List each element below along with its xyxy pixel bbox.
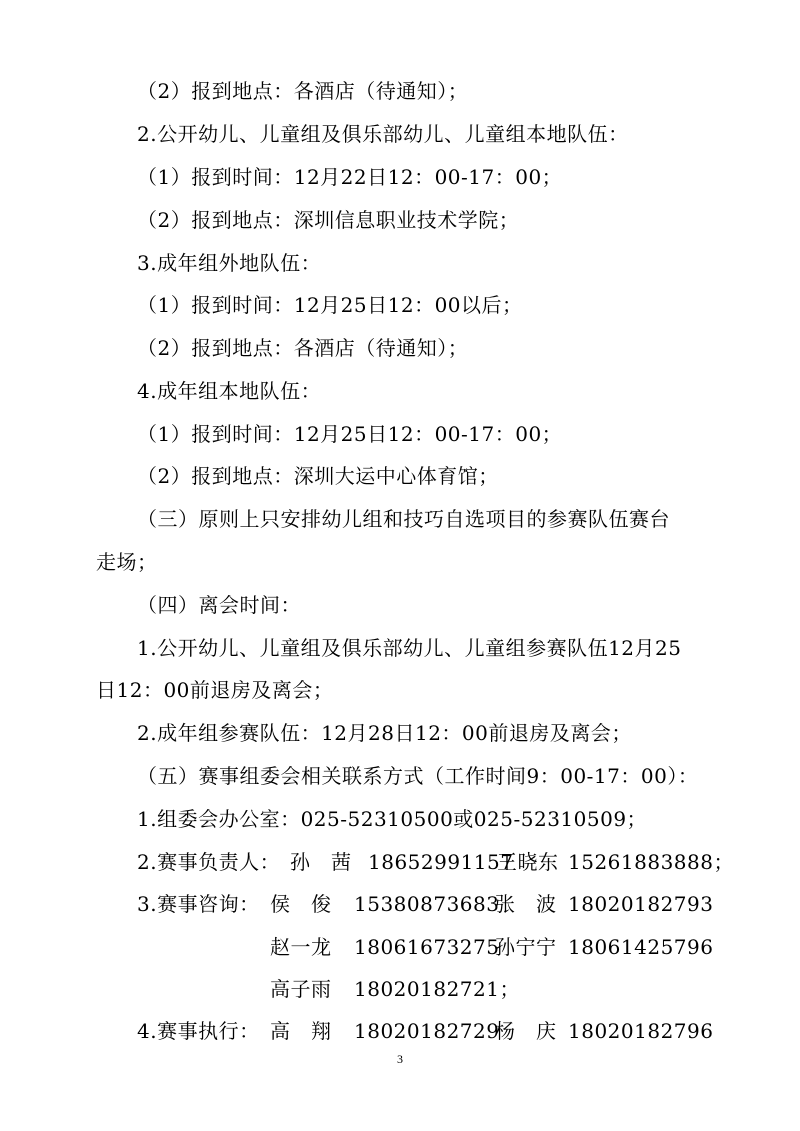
text-line: （2）报到地点：各酒店（待通知）； <box>137 336 469 360</box>
contact-phone: 18061673275 <box>354 935 500 959</box>
contact-name: 杨 庆 <box>495 1019 557 1043</box>
contact-name: 孙 茜 <box>290 850 352 874</box>
contact-label: 4.赛事执行： <box>137 1019 260 1043</box>
text-line: 4.成年组本地队伍： <box>137 379 322 403</box>
contact-name: 王晓东 <box>497 850 559 874</box>
contact-name: 张 波 <box>495 892 557 916</box>
text-line: 2.成年组参赛队伍：12月28日12：00前退房及离会； <box>137 721 632 745</box>
contact-phone: 15380873683 <box>354 892 500 916</box>
contact-phone: 15261883888； <box>568 850 734 874</box>
contact-phone: 18020182796 <box>568 1019 714 1043</box>
contact-name: 高 翔 <box>270 1019 332 1043</box>
page-number: 3 <box>397 1052 403 1066</box>
contact-label: 3.赛事咨询： <box>137 892 260 916</box>
text-line: （2）报到地点：深圳大运中心体育馆； <box>137 464 499 488</box>
contact-phone: 18652991157 <box>368 850 514 874</box>
text-line: 1.组委会办公室：025-52310500或025-52310509； <box>137 807 648 831</box>
contact-phone: 18061425796 <box>568 935 714 959</box>
text-line: 走场； <box>96 550 158 574</box>
contact-name: 赵一龙 <box>270 935 332 959</box>
contact-phone: 18020182729 <box>354 1019 500 1043</box>
contact-phone: 18020182793 <box>568 892 714 916</box>
contact-phone: 18020182721； <box>354 977 520 1001</box>
contact-name: 侯 俊 <box>270 892 332 916</box>
text-line: （四）离会时间： <box>137 593 301 617</box>
contact-name: 高子雨 <box>270 977 332 1001</box>
text-line: （1）报到时间：12月25日12：00-17：00； <box>137 422 563 446</box>
text-line: （2）报到地点：深圳信息职业技术学院； <box>137 208 520 232</box>
text-line: 日12：00前退房及离会； <box>96 678 334 702</box>
contact-name: 孙宁宁 <box>495 935 557 959</box>
text-line: （2）报到地点：各酒店（待通知）； <box>137 79 469 103</box>
text-line: 3.成年组外地队伍： <box>137 251 322 275</box>
text-line: 2.公开幼儿、儿童组及俱乐部幼儿、儿童组本地队伍： <box>137 122 629 146</box>
text-line: （五）赛事组委会相关联系方式（工作时间9：00-17：00）： <box>137 764 699 788</box>
text-line: （1）报到时间：12月22日12：00-17：00； <box>137 165 563 189</box>
contact-label: 2.赛事负责人： <box>137 850 281 874</box>
text-line: （三）原则上只安排幼儿组和技巧自选项目的参赛队伍赛台 <box>137 507 670 531</box>
text-line: 1.公开幼儿、儿童组及俱乐部幼儿、儿童组参赛队伍12月25 <box>137 636 682 660</box>
text-line: （1）报到时间：12月25日12：00以后； <box>137 293 523 317</box>
